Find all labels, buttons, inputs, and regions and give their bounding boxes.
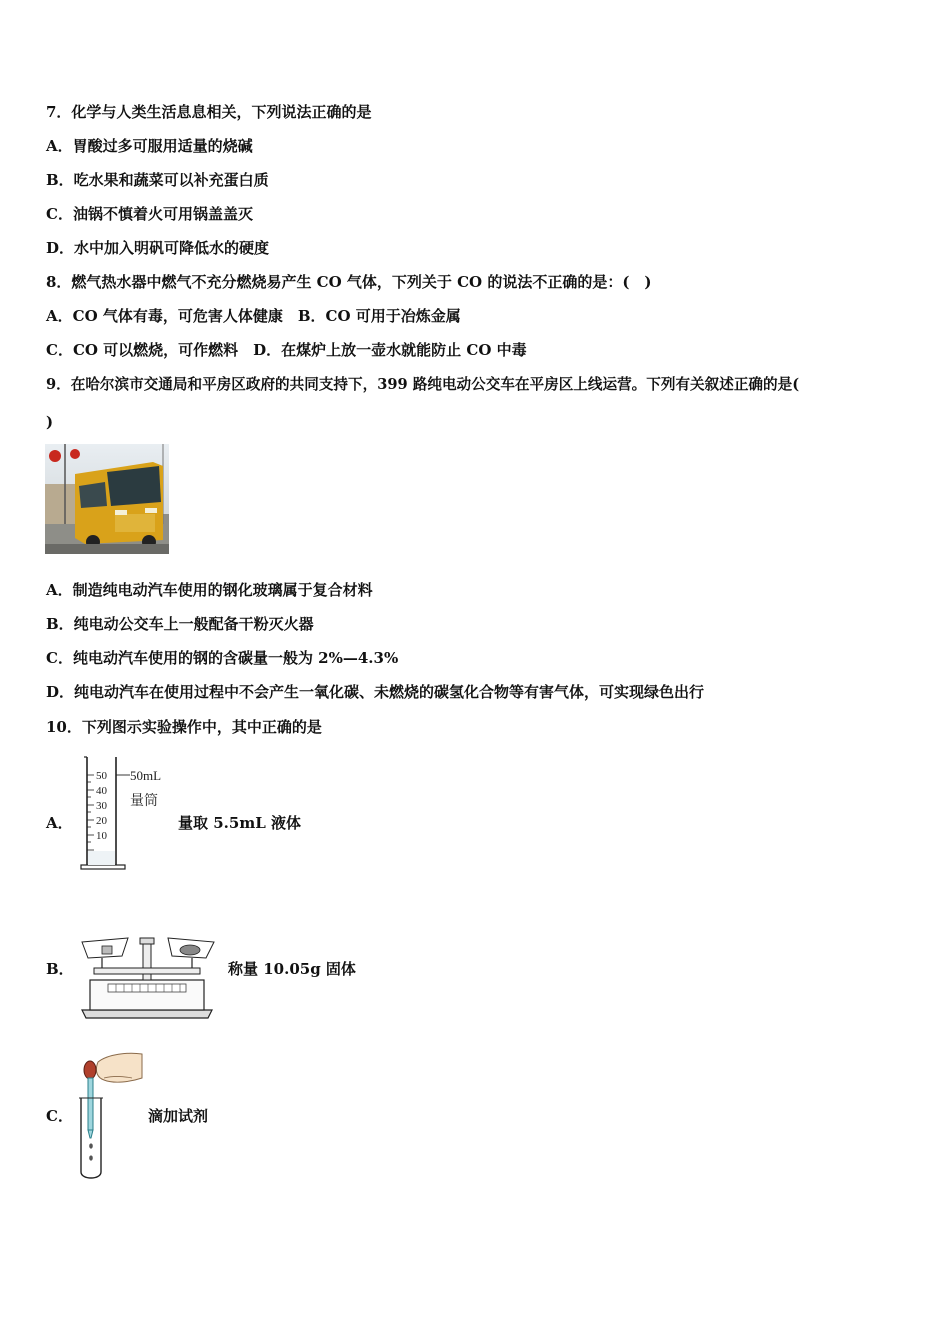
q7-option-a: A．胃酸过多可服用适量的烧碱 [46,137,253,155]
cylinder-volume-label: 50mL [130,768,162,783]
bus-photo-image [45,444,169,554]
q7-option-b: B．吃水果和蔬菜可以补充蛋白质 [46,171,269,189]
cylinder-tick-50: 50 [96,770,107,782]
q9-option-c: C．纯电动汽车使用的钢的含碳量一般为 2%—4.3% [46,649,399,667]
q9-option-a: A．制造纯电动汽车使用的钢化玻璃属于复合材料 [46,581,373,599]
q10-option-a-letter: A． [46,814,73,832]
q8-stem: 8．燃气热水器中燃气不充分燃烧易产生 CO 气体，下列关于 CO 的说法不正确的是：( ) [46,273,652,291]
cylinder-tick-20: 20 [96,815,107,827]
cylinder-tick-10: 10 [96,830,107,842]
balance-scale-icon [76,930,218,1022]
q9-option-d: D．纯电动汽车在使用过程中不会产生一氧化碳、未燃烧的碳氢化合物等有害气体，可实现绿色出行 [46,683,705,701]
q10-option-b-letter: B． [46,960,74,978]
q10-option-c-caption: 滴加试剂 [148,1107,209,1125]
graduated-cylinder-figure [78,753,178,873]
q7-option-c: C．油锅不慎着火可用锅盖盖灭 [46,205,253,223]
dropper-test-tube-icon [78,1048,144,1184]
q9-stem-line1: 9．在哈尔滨市交通局和平房区政府的共同支持下，399 路纯电动公交车在平房区上线运营。下列有关叙述正确的是( [46,376,800,393]
cylinder-tick-30: 30 [96,800,107,812]
graduated-cylinder-icon [78,753,178,873]
q10-option-c-letter: C． [46,1107,73,1125]
q9-stem-line2: ) [46,413,54,431]
bus-photo [45,444,169,554]
q7-option-d: D．水中加入明矾可降低水的硬度 [46,239,270,257]
cylinder-tick-40: 40 [96,785,107,797]
dropper-figure [78,1048,144,1184]
balance-figure [76,930,218,1022]
q9-option-b: B．纯电动公交车上一般配备干粉灭火器 [46,615,314,633]
cylinder-name-label: 量筒 [130,794,158,809]
q8-options-ab: A．CO 气体有毒，可危害人体健康 B．CO 可用于冶炼金属 [46,307,461,325]
q10-option-a-caption: 量取 5.5mL 液体 [178,814,301,832]
q7-stem: 7．化学与人类生活息息相关，下列说法正确的是 [46,103,372,121]
q10-stem: 10．下列图示实验操作中，其中正确的是 [46,718,322,736]
q8-options-cd: C．CO 可以燃烧，可作燃料 D．在煤炉上放一壶水就能防止 CO 中毒 [46,341,527,359]
q10-option-b-caption: 称量 10.05g 固体 [228,960,356,978]
